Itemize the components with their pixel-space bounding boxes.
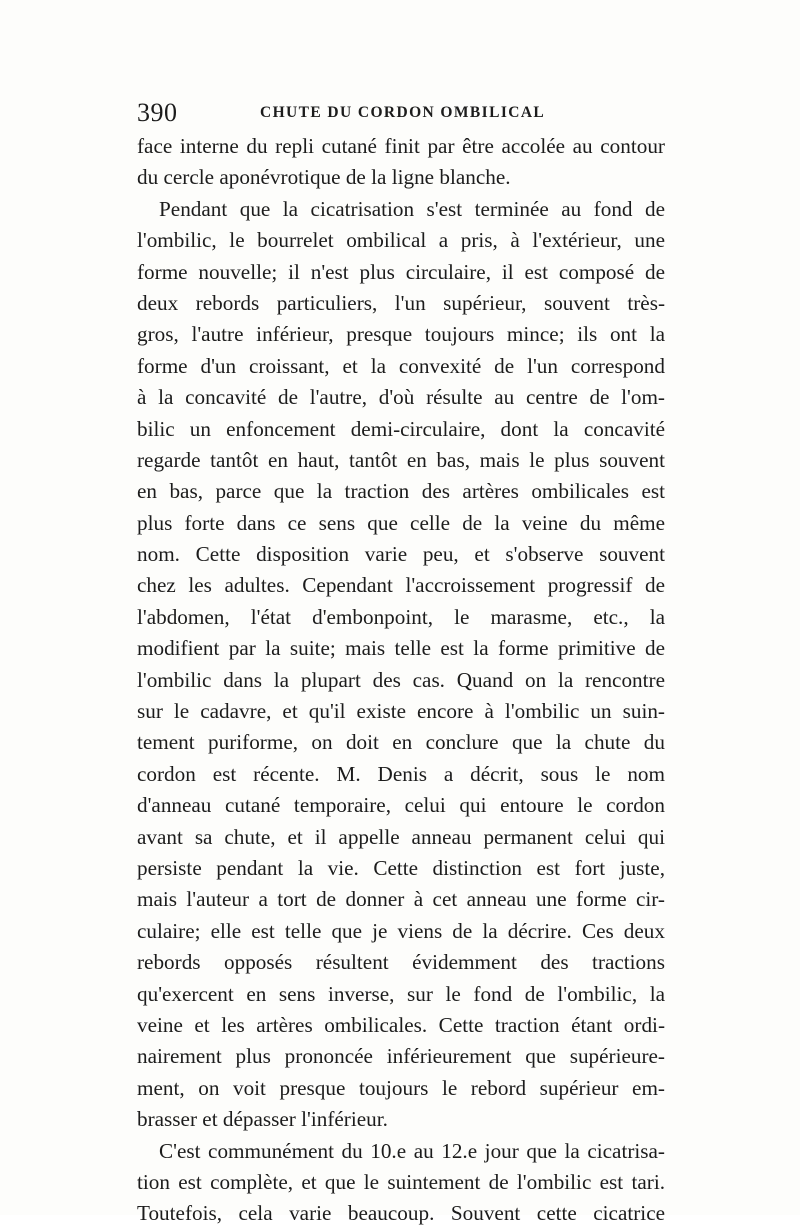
text-line: qu'exercent en sens inverse, sur le fond de l'ombilic, la <box>137 981 665 1006</box>
text-line: du cercle aponévrotique de la ligne blanche. <box>137 165 511 190</box>
text-line: persiste pendant la vie. Cette distinction est fort juste, <box>137 855 665 880</box>
page-number: 390 <box>137 98 178 127</box>
text-line: deux rebords particuliers, l'un supérieur, souvent très- <box>137 290 665 315</box>
text-line: veine et les artères ombilicales. Cette traction étant ordi- <box>137 1012 665 1037</box>
text-line: l'ombilic dans la plupart des cas. Quand on la rencontre <box>137 667 665 692</box>
text-line: à la concavité de l'autre, d'où résulte au centre de l'om- <box>137 385 665 410</box>
text-line: d'anneau cutané temporaire, celui qui entoure le cordon <box>137 793 665 818</box>
text-line: l'abdomen, l'état d'embonpoint, le marasme, etc., la <box>137 604 665 629</box>
text-line: tion est complète, et que le suintement de l'ombilic est tari. <box>137 1169 665 1194</box>
text-line: brasser et dépasser l'inférieur. <box>137 1107 388 1132</box>
text-line: face interne du repli cutané finit par être accolée au contour <box>137 134 665 158</box>
text-line: rebords opposés résultent évidemment des tractions <box>137 950 665 975</box>
text-line: forme d'un croissant, et la convexité de l'un correspond <box>137 353 665 378</box>
text-line: mais l'auteur a tort de donner à cet anneau une forme cir- <box>137 887 665 912</box>
body-text <box>137 131 665 1230</box>
text-line: bilic un enfoncement demi-circulaire, dont la concavité <box>137 416 665 441</box>
text-line: nairement plus prononcée inférieurement que supérieure- <box>137 1044 665 1069</box>
text-line: en bas, parce que la traction des artères ombilicales est <box>137 479 665 504</box>
text-line: culaire; elle est telle que je viens de la décrire. Ces deux <box>137 918 665 943</box>
text-line: nom. Cette disposition varie peu, et s'observe souvent <box>137 542 665 567</box>
running-title: CHUTE DU CORDON OMBILICAL <box>260 104 546 121</box>
running-head <box>137 98 667 128</box>
text-line: plus forte dans ce sens que celle de la veine du même <box>137 510 665 535</box>
text-line: tement puriforme, on doit en conclure que la chute du <box>137 730 665 755</box>
text-line: l'ombilic, le bourrelet ombilical a pris, à l'extérieur, une <box>137 228 665 253</box>
text-line: chez les adultes. Cependant l'accroissement progressif de <box>137 573 665 598</box>
text-line: forme nouvelle; il n'est plus circulaire, il est composé de <box>137 259 665 284</box>
paragraph-first-line: C'est communément du 10.e au 12.e jour que la cicatrisa- <box>159 1138 665 1163</box>
text-line: Toutefois, cela varie beaucoup. Souvent cette cicatrice <box>137 1201 665 1226</box>
text-line: modifient par la suite; mais telle est la forme primitive de <box>137 636 665 661</box>
text-line: sur le cadavre, et qu'il existe encore à l'ombilic un suin- <box>137 699 665 724</box>
paragraph-first-line: Pendant que la cicatrisation s'est terminée au fond de <box>159 196 665 221</box>
text-line: gros, l'autre inférieur, presque toujours mince; ils ont la <box>137 322 665 347</box>
text-line: ment, on voit presque toujours le rebord supérieur em- <box>137 1075 665 1100</box>
text-line: avant sa chute, et il appelle anneau permanent celui qui <box>137 824 665 849</box>
text-line: regarde tantôt en haut, tantôt en bas, mais le plus souvent <box>137 447 665 472</box>
text-line: cordon est récente. M. Denis a décrit, sous le nom <box>137 761 665 786</box>
